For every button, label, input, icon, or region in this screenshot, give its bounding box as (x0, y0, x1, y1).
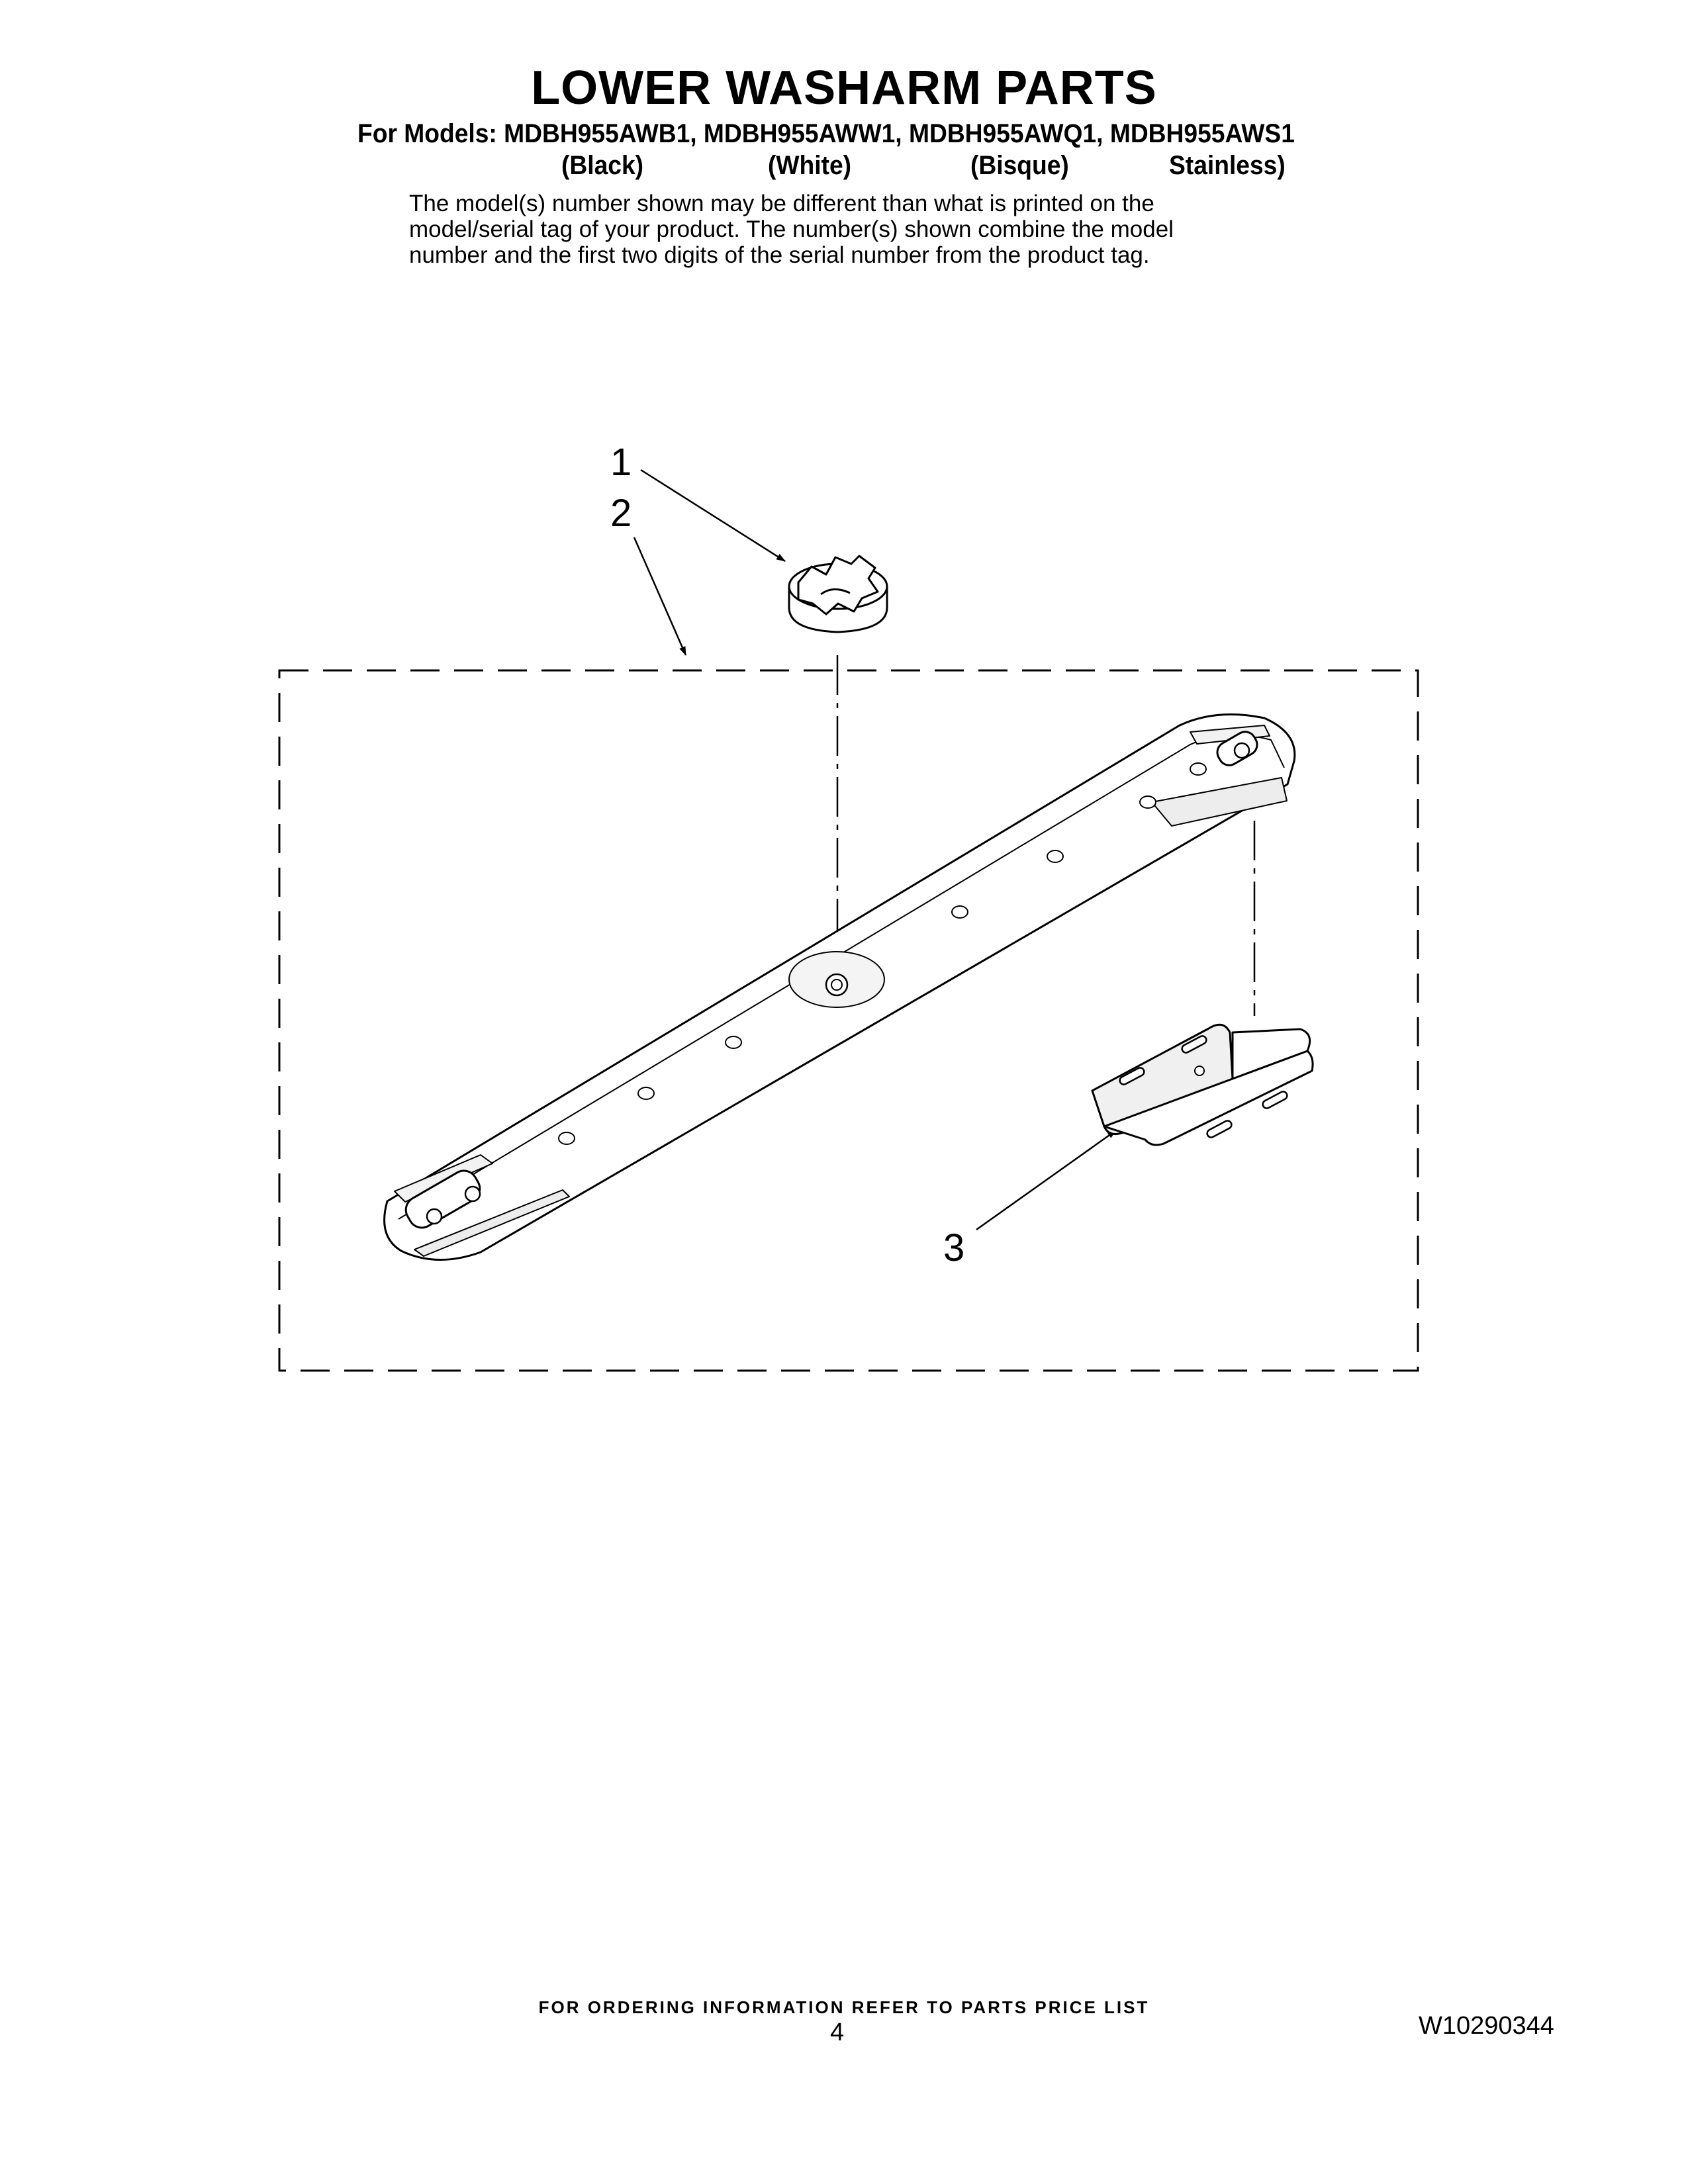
page-title: LOWER WASHARM PARTS (531, 62, 1157, 114)
leader-line-2 (634, 537, 686, 655)
callout-3: 3 (943, 1226, 965, 1269)
model-list: For Models: MDBH955AWB1, MDBH955AWW1, MDBH955AWQ1, MDBH955AWS1 (357, 119, 1295, 148)
washarm-hub-part-1 (789, 556, 887, 632)
page-number: 4 (830, 2019, 845, 2046)
color-label-bisque: (Bisque) (970, 151, 1069, 180)
lower-washarm-part-2 (385, 715, 1295, 1260)
document-number: W10290344 (1419, 2012, 1554, 2040)
color-label-black: (Black) (561, 151, 644, 180)
color-label-white: (White) (768, 151, 852, 180)
note-line: model/serial tag of your product. The number(s) shown combine the model (409, 216, 1174, 242)
callout-2: 2 (610, 492, 632, 535)
leader-line-1 (641, 470, 785, 561)
note-line: The model(s) number shown may be different than what is printed on the (409, 191, 1154, 216)
leader-line-3 (976, 1130, 1116, 1230)
deflector-part-3 (1092, 1024, 1313, 1145)
color-label-stainless: Stainless) (1169, 151, 1286, 180)
note-line: number and the first two digits of the serial number from the product tag. (409, 242, 1150, 268)
callout-1: 1 (610, 441, 632, 484)
ordering-info: FOR ORDERING INFORMATION REFER TO PARTS PRICE LIST (538, 1997, 1150, 2017)
